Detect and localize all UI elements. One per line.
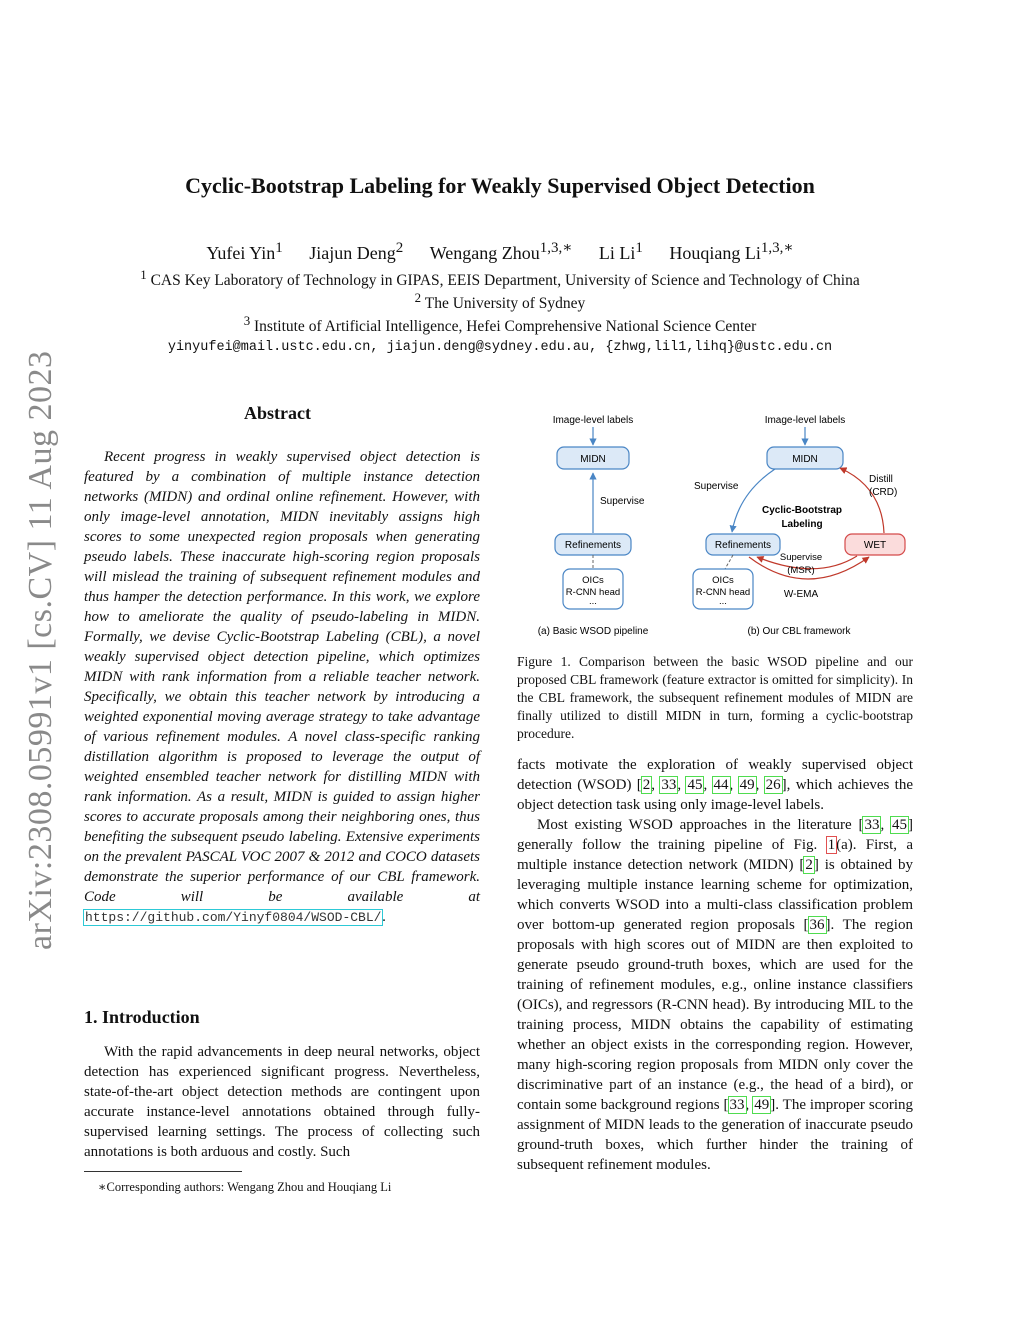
msr-supervise-label: Supervise xyxy=(779,552,823,563)
affiliation: $^1$ CAS Key Laboratory of Technology in GIPAS, EEIS Department, University of Science and Technology of China xyxy=(140,267,860,290)
subfigure-caption-b: (b) Our CBL framework xyxy=(747,626,851,637)
wet-label: WET xyxy=(863,540,887,551)
citation-link[interactable]: 33 xyxy=(729,1097,745,1113)
citation-link[interactable]: 44 xyxy=(713,777,729,793)
citation-link[interactable]: 2 xyxy=(642,777,651,793)
citation-link[interactable]: 49 xyxy=(739,777,755,793)
figure-link[interactable]: 1 xyxy=(827,837,836,853)
paper-title: Cyclic-Bootstrap Labeling for Weakly Supervised Object Detection xyxy=(185,173,815,198)
left-refinements-label: Refinements xyxy=(564,540,622,551)
msr-label: (MSR) xyxy=(787,565,815,576)
cbl-center-label-2: Labeling xyxy=(781,519,823,530)
wema-label: W-EMA xyxy=(783,589,819,600)
left-dots: ... xyxy=(589,596,597,607)
arxiv-identifier: arXiv:2308.05991v1 [cs.CV] 11 Aug 2023 xyxy=(22,350,59,950)
right-oics-label: OICs xyxy=(712,575,734,586)
right-image-labels: Image-level labels xyxy=(764,415,846,426)
subfigure-caption-a: (a) Basic WSOD pipeline xyxy=(537,626,649,637)
abstract-heading: Abstract xyxy=(244,403,311,423)
cbl-center-label: Cyclic-Bootstrap xyxy=(761,505,843,516)
citation-link[interactable]: 26 xyxy=(765,777,781,793)
author: Wengang Zhou$^{1,3,∗}$ xyxy=(429,240,573,263)
section-heading-introduction: 1. Introduction xyxy=(84,1007,200,1027)
left-midn-label: MIDN xyxy=(580,454,606,465)
affiliation: $^3$ Institute of Artificial Intelligence, Hefei Comprehensive National Science Center xyxy=(243,313,757,336)
right-supervise-label: Supervise xyxy=(694,481,739,492)
right-column-text: facts motivate the exploration of weakly supervised object detection (WSOD) [2, 33, 45, 44, 49, 26], which achieves the object detection task using only image-level labels. Most existing WSOD approaches in the literature [33, 45] generally follow the training pipeline of Fig. 1(a). First, a multiple instance detection network (MIDN) [2] is obtained by leveraging multiple instance learning scheme for optimization, which converts WSOD into a multi-class classification problem over bottom-up generated region proposals [36]. The region proposals with high scores out of MIDN are then exploited to generate pseudo ground-truth boxes, which are used for the training of refinement modules, e.g., online instance classifiers (OICs), and regressors (R-CNN head). By introducing MIL to the training process, MIDN obtains the capability of estimating whether an object exists in the corresponding region. However, many high-scoring region proposals from MIDN only cover the discriminative part of an instance (e.g., the head of a bird), or contain some background regions [33, 49]. The improper scoring assignment of MIDN leads to the generation of inaccurate pseudo ground-truth boxes, which further hinder the training of subsequent refinement modules. xyxy=(517,757,914,1173)
citation-link[interactable]: 49 xyxy=(754,1097,770,1113)
right-dots: ... xyxy=(719,596,727,607)
author-emails: yinyufei@mail.ustc.edu.cn, jiajun.deng@sydney.edu.au, {zhwg,lil1,lihq}@ustc.edu.cn xyxy=(167,340,833,355)
author-list xyxy=(0,238,1000,264)
footnote: ∗Corresponding authors: Wengang Zhou and Houqiang Li xyxy=(98,1180,392,1194)
citation-link[interactable]: 2 xyxy=(805,857,813,873)
footnote-divider xyxy=(84,1171,242,1172)
affiliation: $^2$ The University of Sydney xyxy=(414,290,586,313)
abstract-text: Recent progress in weakly supervised object detection is featured by a combination of multiple instance detection networks (MIDN) and ordinal online refinement. However, with only image-level annotation, MIDN inevitably assigns high scores to some unexpected region proposals when generating pseudo labels. These inaccurate high-scoring region proposals will mislead the training of subsequent refinement modules and thus hamper the detection performance. In this work, we explore how to ameliorate the quality of pseudo-labeling in MIDN. Formally, we devise Cyclic-Bootstrap Labeling (CBL), a novel weakly supervised object detection pipeline, which optimizes MIDN with rank information from a reliable teacher network. Specifically, we obtain this teacher network by introducing a weighted exponential moving average strategy to take advantage of various refinement modules. A novel class-specific ranking distillation algorithm is proposed to leverage the output of weighted ensembled teacher network for distilling MIDN with rank information. As a result, MIDN is guided to assign higher scores to accurate proposals among their neighboring ones, thus benefiting the subsequent pseudo labeling. Extensive experiments on the prevalent PASCAL VOC 2007 & 2012 and COCO datasets demonstrate the superior performance of our CBL framework. Code will be available at https://github.com/Yinyf0804/WSOD-CBL/. xyxy=(84,449,480,925)
crd-label: (CRD) xyxy=(869,487,898,498)
citation-link[interactable]: 33 xyxy=(661,777,677,793)
author: Jiajun Deng$^2$ xyxy=(309,240,404,263)
left-image-labels: Image-level labels xyxy=(552,415,634,426)
citation-link[interactable]: 45 xyxy=(687,777,703,793)
citation-link[interactable]: 33 xyxy=(864,817,880,833)
right-midn-label: MIDN xyxy=(792,454,818,465)
figure-1-caption: Figure 1. Comparison between the basic WSOD pipeline and our proposed CBL framework (feature extractor is omitted for simplicity). In the CBL framework, the subsequent refinement modules of MIDN are finally utilized to distill MIDN in turn, forming a cyclic-bootstrap procedure. xyxy=(517,654,913,741)
left-supervise-label: Supervise xyxy=(600,496,645,507)
figure-1-diagram xyxy=(517,405,917,645)
author: Li Li$^1$ xyxy=(598,240,643,263)
citation-link[interactable]: 45 xyxy=(892,817,907,833)
right-rcnn-label: R-CNN head xyxy=(695,587,751,598)
left-oics-label: OICs xyxy=(582,575,604,586)
author: Houqiang $Li^{1,3,∗}$ xyxy=(669,240,794,263)
code-link[interactable]: https://github.com/Yinyf0804/WSOD-CBL/ xyxy=(85,910,382,925)
left-rcnn-label: R-CNN head xyxy=(565,587,621,598)
distill-label: Distill xyxy=(869,474,893,485)
right-refinements-label: Refinements xyxy=(714,540,772,551)
author: Yufei Yin$^1$ xyxy=(206,240,283,263)
citation-link[interactable]: 36 xyxy=(809,917,825,933)
intro-paragraph: With the rapid advancements in deep neural networks, object detection has experienced significant progress. Nevertheless, state-of-the-art object detection methods are contingent upon accurate instance-level annotations obtained through fully-supervised learning settings. The process of collecting such annotations is both arduous and costly. Such xyxy=(84,1044,480,1160)
